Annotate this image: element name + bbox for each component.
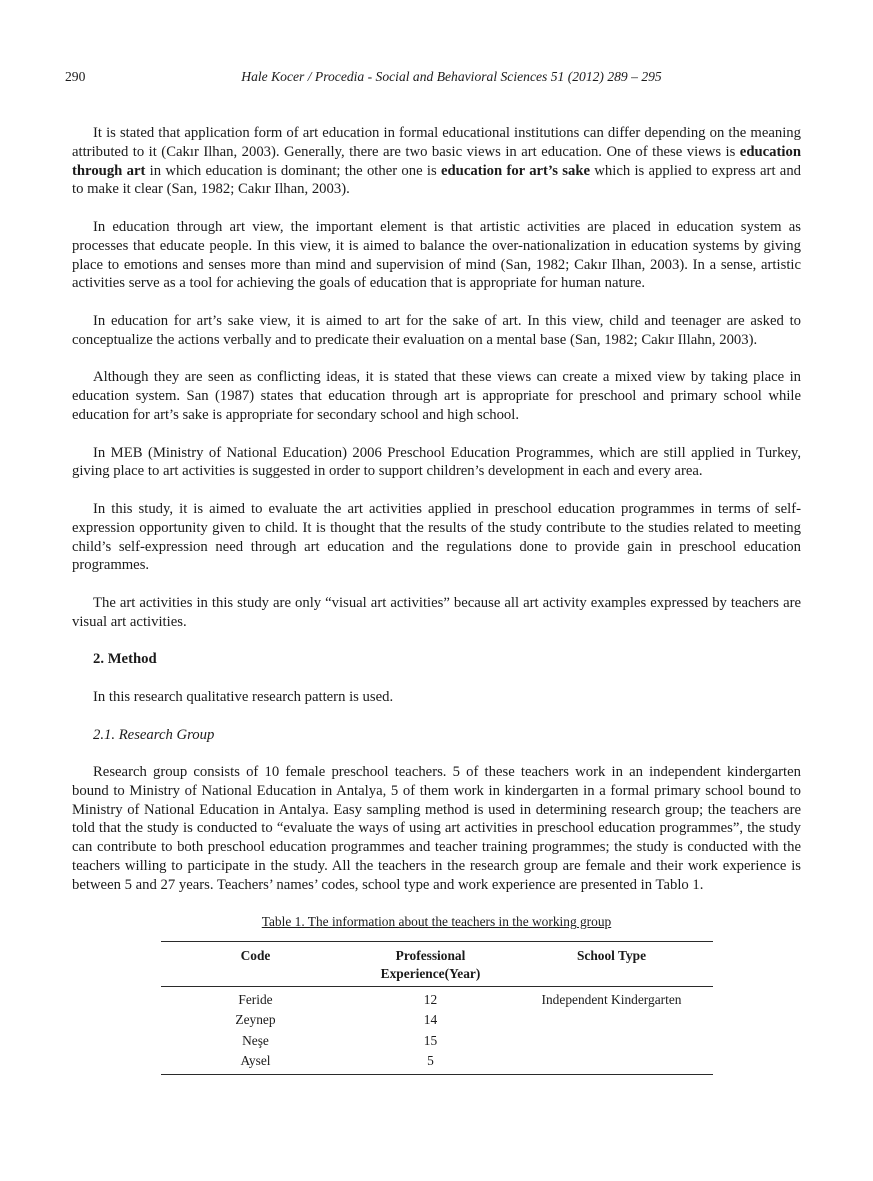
cell-school-type	[511, 1051, 713, 1075]
cell-experience: 12	[423, 992, 438, 1008]
section-heading-method: 2. Method	[93, 651, 157, 668]
cell-code: Feride	[238, 992, 273, 1008]
paragraph-7: The art activities in this study are only “visual art activities” because all art activity examples expressed by teachers are visual art activities.	[72, 594, 801, 630]
bold-phrase-education-for-arts-sake: education for art’s sake	[440, 162, 591, 179]
cell-school-type: Independent Kindergarten	[541, 992, 682, 1008]
paragraph-6: In this study, it is aimed to evaluate the art activities applied in preschool education programmes in terms of self-expression opportunity given to child. It is thought that the results of the study contribute to the studies related to meeting child’s self-expression need through art education and the regulations done to provide gain in preschool education programmes.	[72, 500, 801, 574]
column-header-line: Experience(Year)	[380, 966, 481, 982]
table-row	[161, 1051, 713, 1075]
paragraph-4: Although they are seen as conflicting ideas, it is stated that these views can create a mixed view by taking place in education system. San (1987) states that education through art is appropriate for preschool and primary school while education for art’s sake is appropriate for secondary school and high school.	[72, 369, 801, 423]
text-segment: which is applied to express art and to make it clear (San, 1982; Cakır Ilhan, 2003).	[72, 162, 802, 198]
bold-phrase-education-through-art: education through art	[72, 143, 801, 179]
running-head: Hale Kocer / Procedia - Social and Behavioral Sciences 51 (2012) 289 – 295	[241, 69, 662, 84]
cell-experience: 14	[423, 1012, 438, 1028]
paragraph-2: In education through art view, the important element is that artistic activities are placed in education system as processes that educate people. In this view, it is aimed to balance the over-nationalization in education systems by giving place to emotions and senses more than mind and supervision of mind (San, 1982; Cakır Ilhan, 2003). In a sense, artistic activities serve as a tool for achieving the goals of education that is appropriate for human nature.	[72, 218, 801, 292]
cell-code: Zeynep	[235, 1012, 276, 1028]
cell-code: Neşe	[242, 1032, 269, 1048]
page-header	[65, 69, 808, 89]
table-1-block	[72, 913, 801, 1075]
cell-school-type	[511, 1031, 713, 1051]
cell-experience: 5	[427, 1052, 434, 1068]
column-header-school-type: School Type	[511, 942, 713, 987]
cell-school-type	[511, 1010, 713, 1030]
paragraph-research-group: Research group consists of 10 female preschool teachers. 5 of these teachers work in an independent kindergarten bound to Ministry of National Education in Antalya, 5 of them work in kindergarten in a formal primary school bound to Ministry of National Education in Antalya. Easy sampling method is used in determining research group; the teachers are told that the study is conducted to “evaluate the ways of using art activities in preschool education programmes”, the study can contribute to both preschool education programmes and teacher training programmes; the study is conducted with the teachers willing to participate in the study. All the teachers in the research group are female and their work experience is between 5 and 27 years. Teachers’ names’ codes, school type and work experience are presented in Tablo 1.	[72, 764, 801, 893]
teachers-table	[161, 941, 713, 1075]
column-header-code: Code	[161, 942, 351, 987]
table-caption: Table 1. The information about the teachers in the working group	[261, 914, 612, 930]
paragraph-3: In education for art’s sake view, it is aimed to art for the sake of art. In this view, child and teenager are asked to conceptualize the actions verbally and to predicate their evaluation on a mental base (San, 1982; Cakır Illahn, 2003).	[72, 312, 801, 348]
table-header-row	[161, 942, 713, 987]
text-segment: in which education is dominant; the other one is	[145, 162, 441, 179]
text-segment: It is stated that application form of art education in formal educational institutions can differ depending on the meaning attributed to it (Cakır Ilhan, 2003). Generally, there are two basic views in art education. One of these views is	[72, 125, 801, 160]
column-header-professional-experience	[351, 942, 511, 987]
page-number: 290	[65, 69, 86, 84]
paragraph-method: In this research qualitative research pattern is used.	[93, 688, 394, 705]
article-content	[72, 124, 801, 1075]
table-row	[161, 1010, 713, 1030]
subsection-heading-research-group: 2.1. Research Group	[93, 726, 215, 743]
paragraph-5: In MEB (Ministry of National Education) 2006 Preschool Education Programmes, which are still applied in Turkey, giving place to art activities is suggested in order to support children’s development in each and every area.	[72, 444, 801, 480]
table-row	[161, 987, 713, 1011]
cell-code: Aysel	[240, 1052, 271, 1068]
cell-experience: 15	[423, 1032, 438, 1048]
column-header-line: Professional	[395, 948, 466, 964]
table-row	[161, 1031, 713, 1051]
paragraph-1	[72, 124, 801, 199]
